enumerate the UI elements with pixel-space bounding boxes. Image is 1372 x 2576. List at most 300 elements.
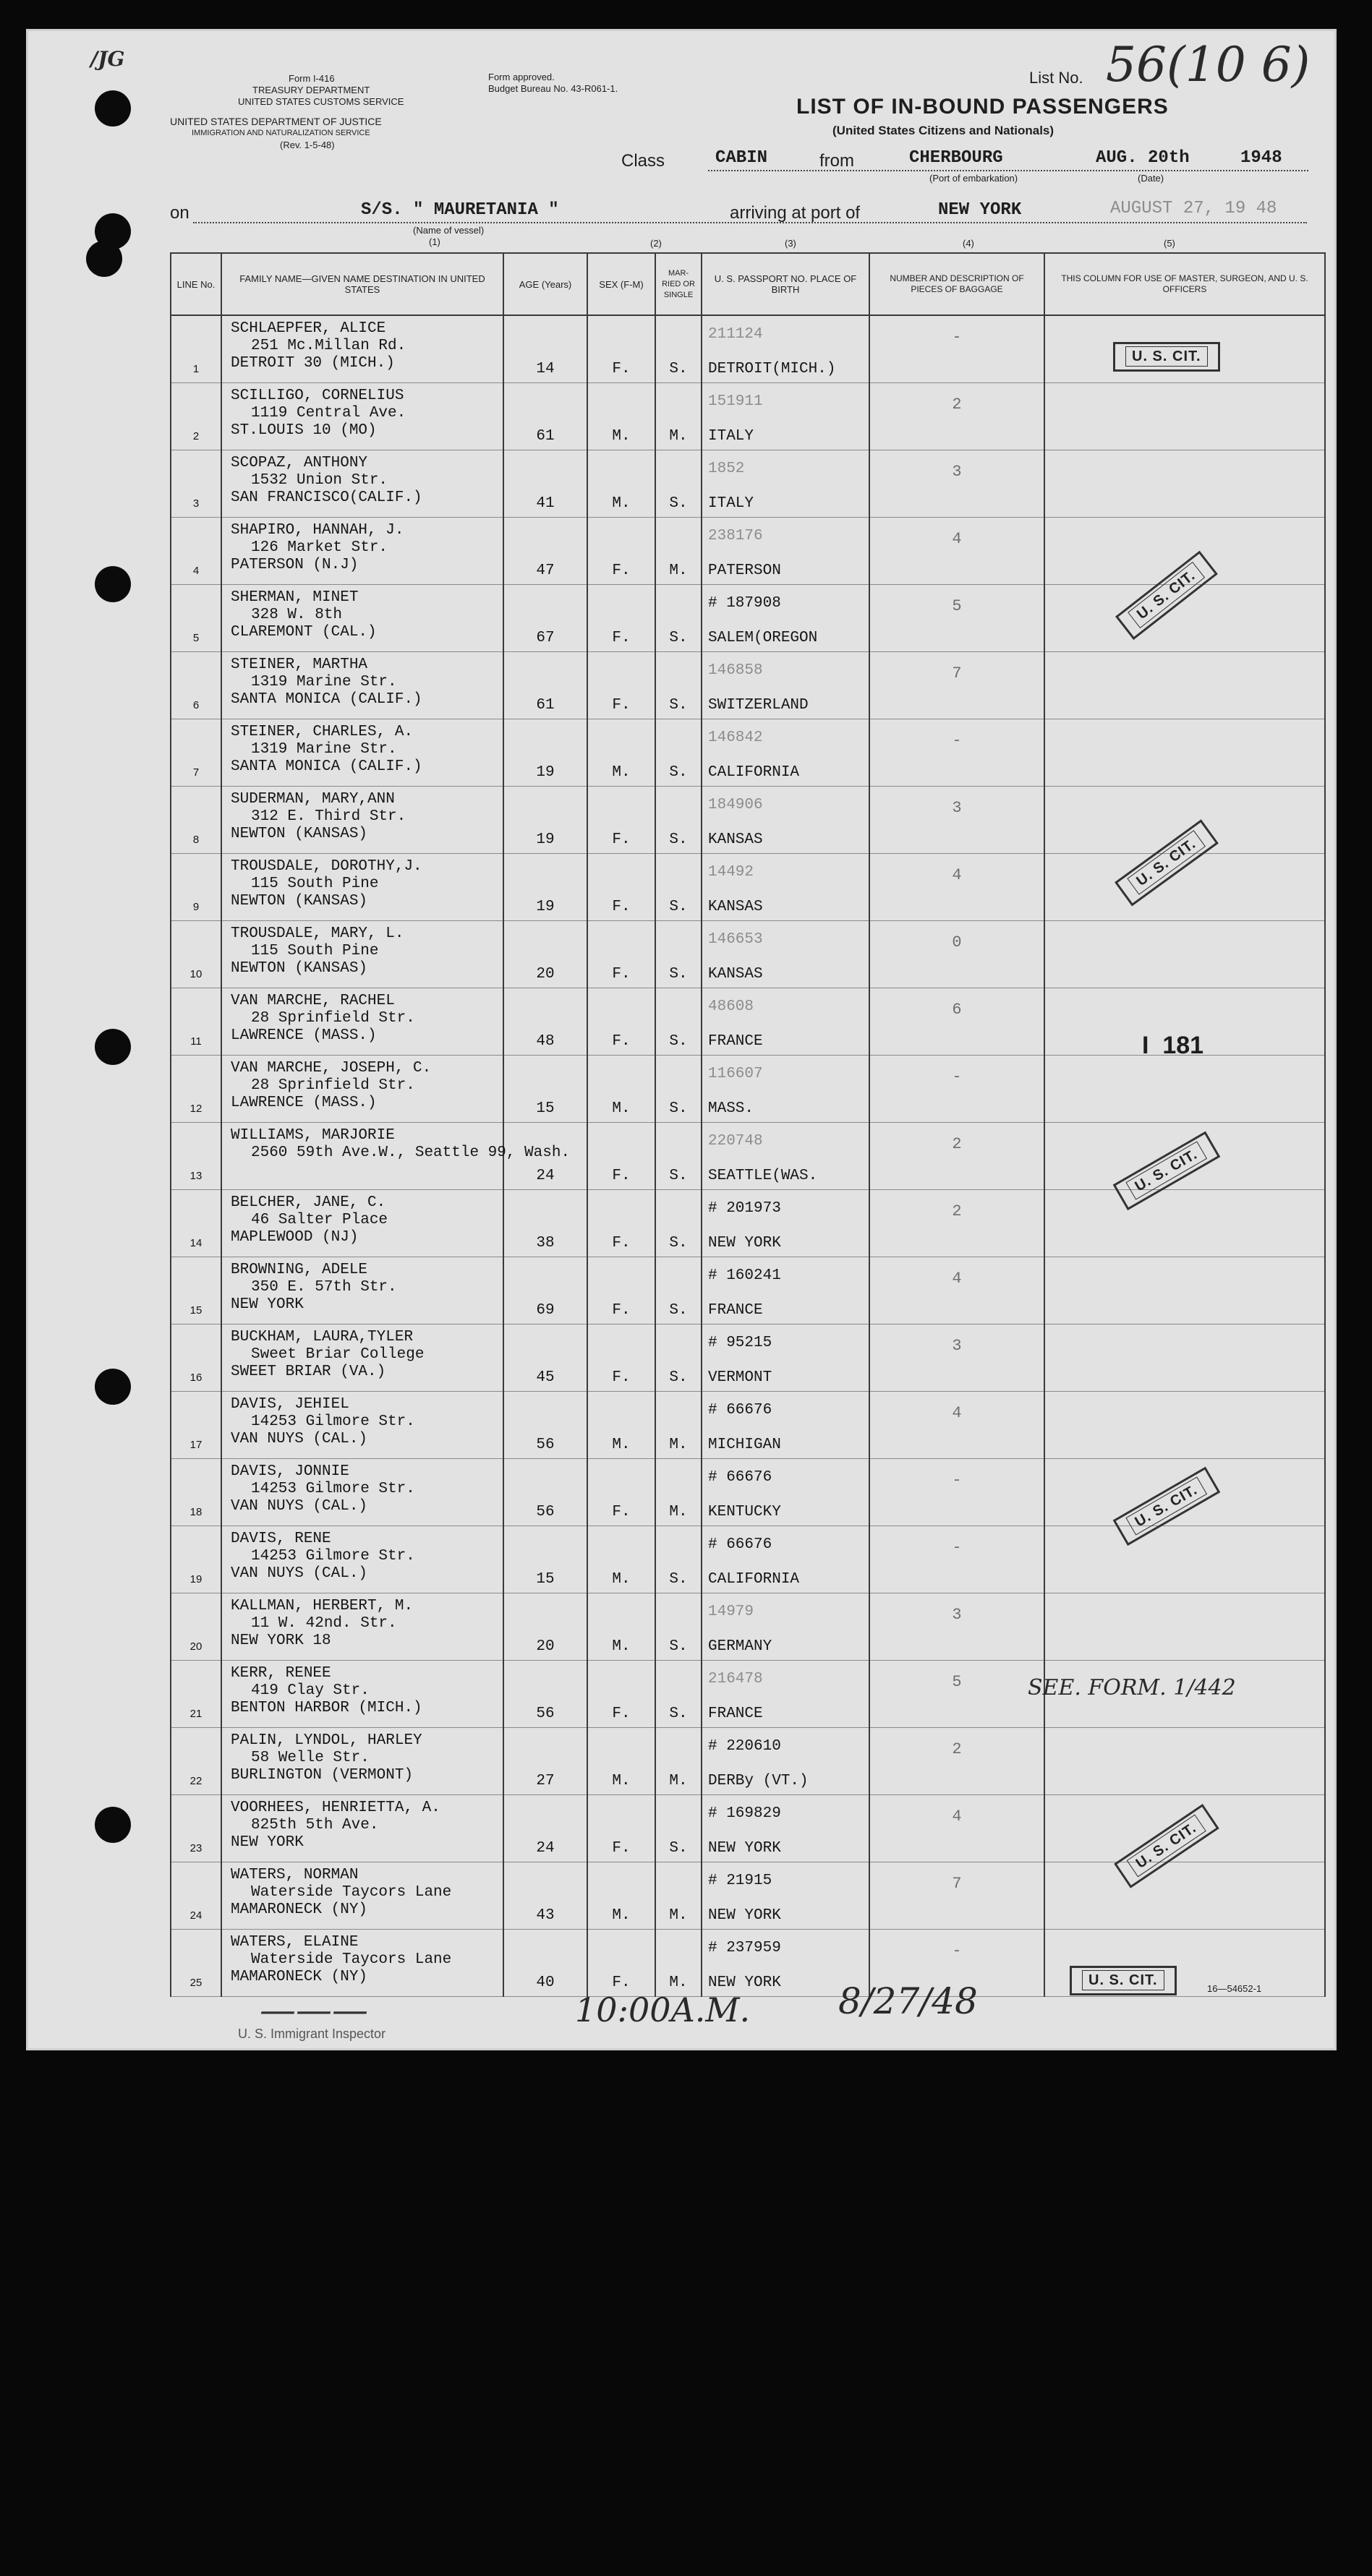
married-cell	[655, 1459, 702, 1526]
line-cell	[171, 1123, 221, 1190]
class-label: Class	[621, 151, 665, 171]
baggage-count: 3	[952, 799, 962, 817]
address-line-1: 419 Clay Str.	[251, 1682, 370, 1699]
place-of-birth: GERMANY	[708, 1638, 772, 1655]
baggage-count: 3	[952, 1337, 962, 1355]
sex: M.	[612, 764, 631, 781]
name-cell	[221, 719, 503, 787]
name-cell	[221, 1930, 503, 1997]
vessel-name: S/S. " MAURETANIA "	[361, 200, 559, 220]
address-line-2: BURLINGTON (VERMONT)	[231, 1767, 414, 1784]
line-cell	[171, 921, 221, 988]
baggage-cell	[869, 518, 1044, 585]
sex-cell	[587, 1392, 655, 1459]
line-cell	[171, 315, 221, 383]
passenger-name-block	[231, 1732, 422, 1784]
age-cell	[503, 450, 587, 518]
marital-status: S.	[669, 1571, 688, 1588]
age-cell	[503, 787, 587, 854]
age: 45	[536, 1369, 555, 1386]
address-line-1: 11 W. 42nd. Str.	[251, 1615, 397, 1632]
marital-status: S.	[669, 831, 688, 848]
passport-cell	[702, 921, 869, 988]
age: 20	[536, 966, 555, 983]
passport-number: 146653	[708, 931, 763, 948]
address-line-2: MAMARONECK (NY)	[231, 1969, 368, 1985]
place-of-birth: ITALY	[708, 428, 754, 445]
passport-cell	[702, 383, 869, 450]
vessel-rule	[193, 222, 1307, 223]
baggage-count: 2	[952, 1740, 962, 1758]
address-line-2: VAN NUYS (CAL.)	[231, 1498, 368, 1515]
col-num-baggage: (4)	[963, 238, 974, 249]
passport-cell	[702, 652, 869, 719]
officer-cell	[1044, 652, 1325, 719]
age-cell	[503, 1795, 587, 1862]
sex-cell	[587, 1930, 655, 1997]
married-cell	[655, 1257, 702, 1325]
address-line-1: Waterside Taycors Lane	[251, 1884, 452, 1901]
justice-dept: UNITED STATES DEPARTMENT OF JUSTICE	[170, 116, 382, 127]
passenger-name-block	[231, 1800, 440, 1852]
passenger-name: SCILLIGO, CORNELIUS	[231, 388, 404, 404]
passport-number: # 66676	[708, 1469, 772, 1486]
punch-hole	[95, 90, 131, 127]
address-line-2: SANTA MONICA (CALIF.)	[231, 758, 422, 775]
list-no-handwritten: 56(10 6)	[1106, 37, 1311, 93]
line-cell	[171, 450, 221, 518]
married-cell	[655, 1123, 702, 1190]
line-cell	[171, 988, 221, 1056]
form-number: Form I-416	[289, 73, 335, 84]
passenger-name: VOORHEES, HENRIETTA, A.	[231, 1800, 440, 1816]
officer-cell	[1044, 1392, 1325, 1459]
officer-cell	[1044, 1526, 1325, 1593]
married-cell	[655, 1862, 702, 1930]
baggage-cell	[869, 1795, 1044, 1862]
age-cell	[503, 1593, 587, 1661]
age-cell	[503, 652, 587, 719]
line-number: 21	[189, 1708, 203, 1720]
line-cell	[171, 585, 221, 652]
marital-status: S.	[669, 899, 688, 915]
inspector-signature: ———	[260, 1989, 368, 2031]
sex: M.	[612, 1571, 631, 1588]
address-line-1: 350 E. 57th Str.	[251, 1279, 397, 1296]
passport-number: # 220610	[708, 1738, 781, 1755]
marital-status: S.	[669, 361, 688, 377]
baggage-cell	[869, 787, 1044, 854]
punch-hole	[95, 1807, 131, 1843]
name-cell	[221, 1526, 503, 1593]
address-line-1: Sweet Briar College	[251, 1346, 425, 1363]
sex: M.	[612, 1638, 631, 1655]
address-line-2: LAWRENCE (MASS.)	[231, 1095, 377, 1111]
line-cell	[171, 1056, 221, 1123]
passport-cell	[702, 450, 869, 518]
baggage-count: -	[952, 1539, 962, 1557]
marital-status: S.	[669, 1235, 688, 1251]
married-cell	[655, 450, 702, 518]
sex: F.	[612, 1033, 631, 1050]
baggage-cell	[869, 652, 1044, 719]
officer-cell	[1044, 1862, 1325, 1930]
departure-year: 1948	[1240, 148, 1282, 168]
address-line-1: 115 South Pine	[251, 876, 379, 892]
passport-number: 48608	[708, 998, 754, 1015]
inspector-caption: U. S. Immigrant Inspector	[238, 2027, 386, 2041]
line-cell	[171, 383, 221, 450]
line-number: 3	[192, 497, 200, 510]
line-number: 1	[192, 363, 200, 375]
sex: F.	[612, 1302, 631, 1319]
inspection-time: 10:00A.M.	[575, 1990, 751, 2029]
name-cell	[221, 921, 503, 988]
from-label: from	[819, 151, 854, 171]
baggage-count: 4	[952, 1404, 962, 1422]
passport-number: 184906	[708, 797, 763, 813]
passenger-name-block	[231, 1463, 415, 1515]
see-form-note: SEE. FORM. 1/442	[1028, 1675, 1236, 1700]
budget-bureau: Budget Bureau No. 43-R061-1.	[488, 83, 618, 94]
address-line-1: 1532 Union Str.	[251, 472, 388, 489]
sex-cell	[587, 1593, 655, 1661]
marital-status: S.	[669, 1033, 688, 1050]
passport-number: 220748	[708, 1133, 763, 1150]
name-cell	[221, 1056, 503, 1123]
us-cit-text: U. S. CIT.	[1127, 1815, 1206, 1878]
marital-status: S.	[669, 1840, 688, 1857]
address-line-1: 14253 Gilmore Str.	[251, 1481, 415, 1497]
baggage-cell	[869, 1661, 1044, 1728]
sex: M.	[612, 1100, 631, 1117]
baggage-count: -	[952, 1942, 962, 1960]
name-cell	[221, 1862, 503, 1930]
officer-cell	[1044, 1257, 1325, 1325]
address-line-1: Waterside Taycors Lane	[251, 1951, 452, 1968]
passport-cell	[702, 1526, 869, 1593]
table-row	[171, 1257, 1325, 1325]
baggage-count: 4	[952, 1270, 962, 1288]
age: 43	[536, 1907, 555, 1924]
passport-cell	[702, 1392, 869, 1459]
passenger-name-block	[231, 1665, 422, 1717]
name-cell	[221, 1593, 503, 1661]
age-cell	[503, 383, 587, 450]
address-line-2: NEW YORK	[231, 1296, 304, 1313]
married-cell	[655, 988, 702, 1056]
age-cell	[503, 585, 587, 652]
col-baggage: NUMBER AND DESCRIPTION OF PIECES OF BAGGAGE	[869, 253, 1044, 315]
passenger-name-block	[231, 320, 406, 372]
passport-cell	[702, 787, 869, 854]
revision: (Rev. 1-5-48)	[280, 140, 335, 150]
passport-cell	[702, 1862, 869, 1930]
passenger-name-block	[231, 522, 404, 574]
baggage-count: 4	[952, 866, 962, 884]
passenger-name: BELCHER, JANE, C.	[231, 1194, 386, 1211]
name-cell	[221, 1190, 503, 1257]
place-of-birth: PATERSON	[708, 562, 781, 579]
customs-service: UNITED STATES CUSTOMS SERVICE	[238, 96, 404, 107]
baggage-cell	[869, 585, 1044, 652]
table-row	[171, 450, 1325, 518]
address-line-2: CLAREMONT (CAL.)	[231, 624, 377, 641]
officer-cell	[1044, 450, 1325, 518]
line-number: 23	[189, 1842, 203, 1854]
passenger-name-block	[231, 388, 406, 440]
age-cell	[503, 1459, 587, 1526]
col-line-no: LINE No.	[171, 253, 221, 315]
sex-cell	[587, 854, 655, 921]
place-of-birth: SALEM(OREGON	[708, 630, 818, 646]
us-cit-text: U. S. CIT.	[1127, 830, 1205, 894]
age: 38	[536, 1235, 555, 1251]
line-number: 6	[192, 699, 200, 711]
line-number: 9	[192, 901, 200, 913]
line-number: 11	[190, 1035, 202, 1048]
punch-hole	[95, 1029, 131, 1065]
passport-number: # 201973	[708, 1200, 781, 1217]
address-line-2: LAWRENCE (MASS.)	[231, 1027, 377, 1044]
passport-number: 116607	[708, 1066, 763, 1082]
sex: F.	[612, 630, 631, 646]
line-number: 5	[192, 632, 200, 644]
port-of-embarkation: CHERBOURG	[909, 148, 1003, 168]
sex-cell	[587, 719, 655, 787]
line-number: 16	[189, 1372, 203, 1384]
marital-status: M.	[669, 1437, 688, 1453]
line-number: 18	[189, 1506, 203, 1518]
place-of-birth: ITALY	[708, 495, 754, 512]
table-row	[171, 1593, 1325, 1661]
age: 20	[536, 1638, 555, 1655]
line-cell	[171, 1661, 221, 1728]
line-number: 25	[189, 1977, 203, 1989]
col-officers: THIS COLUMN FOR USE OF MASTER, SURGEON, AND U. S. OFFICERS	[1044, 253, 1325, 315]
table-row	[171, 1526, 1325, 1593]
passenger-name-block	[231, 1531, 415, 1583]
on-label: on	[170, 203, 189, 223]
passport-cell	[702, 1257, 869, 1325]
passenger-name-block	[231, 589, 377, 641]
form-approved: Form approved.	[488, 72, 555, 82]
passport-number: # 169829	[708, 1805, 781, 1822]
marital-status: M.	[669, 562, 688, 579]
officer-cell	[1044, 1190, 1325, 1257]
age-cell	[503, 1930, 587, 1997]
form-code: 16—54652-1	[1207, 1983, 1262, 1994]
line-cell	[171, 1257, 221, 1325]
passport-number: 14979	[708, 1604, 754, 1620]
address-line-1: 126 Market Str.	[251, 539, 388, 556]
married-cell	[655, 1392, 702, 1459]
married-cell	[655, 787, 702, 854]
name-cell	[221, 450, 503, 518]
married-cell	[655, 921, 702, 988]
baggage-cell	[869, 450, 1044, 518]
us-cit-stamp	[1070, 1966, 1177, 1995]
officer-cell	[1044, 383, 1325, 450]
form-subtitle: (United States Citizens and Nationals)	[832, 124, 1054, 137]
place-of-birth: VERMONT	[708, 1369, 772, 1386]
age: 56	[536, 1504, 555, 1520]
address-line-2: NEW YORK	[231, 1834, 304, 1851]
address-line-1: 1119 Central Ave.	[251, 405, 406, 422]
sex-cell	[587, 988, 655, 1056]
age-cell	[503, 1392, 587, 1459]
passenger-name-block	[231, 724, 422, 776]
officer-cell	[1044, 719, 1325, 787]
name-cell	[221, 1257, 503, 1325]
col-num-officers: (5)	[1164, 238, 1175, 249]
address-line-1: 2560 59th Ave.W., Seattle 99, Wash.	[251, 1144, 571, 1161]
line-cell	[171, 1526, 221, 1593]
marital-status: S.	[669, 764, 688, 781]
sex-cell	[587, 1190, 655, 1257]
table-row	[171, 719, 1325, 787]
sex-cell	[587, 450, 655, 518]
passport-cell	[702, 518, 869, 585]
sex: M.	[612, 495, 631, 512]
sex: F.	[612, 697, 631, 714]
age-cell	[503, 1123, 587, 1190]
passport-number: 146842	[708, 729, 763, 746]
name-cell	[221, 787, 503, 854]
sex-cell	[587, 315, 655, 383]
passport-number: # 21915	[708, 1873, 772, 1889]
marital-status: S.	[669, 495, 688, 512]
married-cell	[655, 383, 702, 450]
passenger-name-block	[231, 858, 422, 910]
name-cell	[221, 383, 503, 450]
married-cell	[655, 652, 702, 719]
col-married: MAR-RIED OR SINGLE	[655, 253, 702, 315]
age-cell	[503, 1257, 587, 1325]
name-cell	[221, 518, 503, 585]
baggage-count: 4	[952, 1807, 962, 1826]
passport-cell	[702, 988, 869, 1056]
sex: F.	[612, 1504, 631, 1520]
address-line-2: ST.LOUIS 10 (MO)	[231, 422, 377, 439]
baggage-cell	[869, 854, 1044, 921]
passenger-name: SCHLAEPFER, ALICE	[231, 320, 386, 337]
married-cell	[655, 1526, 702, 1593]
departure-date: AUG. 20th	[1096, 148, 1190, 168]
passenger-name-block	[231, 925, 404, 977]
line-number: 13	[189, 1170, 203, 1182]
address-line-2: NEW YORK 18	[231, 1633, 331, 1649]
port-embark-caption: (Port of embarkation)	[929, 173, 1018, 184]
passport-cell	[702, 1123, 869, 1190]
vessel-col-number: (1)	[429, 236, 440, 247]
address-line-2: MAMARONECK (NY)	[231, 1901, 368, 1918]
passport-cell	[702, 1728, 869, 1795]
passport-cell	[702, 315, 869, 383]
line-cell	[171, 1392, 221, 1459]
marital-status: M.	[669, 1504, 688, 1520]
number-181: 181	[1162, 1032, 1204, 1059]
baggage-count: -	[952, 1471, 962, 1489]
line-cell	[171, 1593, 221, 1661]
baggage-cell	[869, 1459, 1044, 1526]
passenger-name: DAVIS, JEHIEL	[231, 1396, 349, 1413]
name-cell	[221, 1728, 503, 1795]
sex-cell	[587, 1862, 655, 1930]
passenger-name: WATERS, NORMAN	[231, 1867, 359, 1883]
passenger-name-block	[231, 1262, 397, 1314]
passenger-name-block	[231, 1867, 451, 1919]
passenger-name: VAN MARCHE, RACHEL	[231, 993, 395, 1009]
passenger-name-block	[231, 1194, 388, 1246]
line-cell	[171, 1862, 221, 1930]
officer-cell	[1044, 1593, 1325, 1661]
marital-status: S.	[669, 1638, 688, 1655]
baggage-cell	[869, 921, 1044, 988]
col-age: AGE (Years)	[503, 253, 587, 315]
us-cit-text: U. S. CIT.	[1128, 562, 1205, 628]
passenger-name: WILLIAMS, MARJORIE	[231, 1127, 395, 1144]
age-cell	[503, 1862, 587, 1930]
place-of-birth: DERBy (VT.)	[708, 1773, 809, 1789]
line-cell	[171, 1795, 221, 1862]
passport-number: 238176	[708, 528, 763, 544]
name-cell	[221, 1795, 503, 1862]
passenger-name-block	[231, 1060, 431, 1112]
sex: F.	[612, 1369, 631, 1386]
passenger-name-block	[231, 1396, 415, 1448]
address-line-2: BENTON HARBOR (MICH.)	[231, 1700, 422, 1716]
table-header-row	[171, 253, 1325, 315]
baggage-cell	[869, 719, 1044, 787]
us-cit-text: U. S. CIT.	[1082, 1970, 1164, 1990]
address-line-2: PATERSON (N.J)	[231, 557, 359, 573]
age-cell	[503, 1661, 587, 1728]
baggage-cell	[869, 1325, 1044, 1392]
line-number: 19	[189, 1573, 203, 1586]
age: 40	[536, 1974, 555, 1991]
line-number: 10	[189, 968, 203, 980]
baggage-count: 3	[952, 463, 962, 481]
married-cell	[655, 1593, 702, 1661]
baggage-cell	[869, 1056, 1044, 1123]
arrival-port: NEW YORK	[938, 200, 1022, 220]
address-line-1: 312 E. Third Str.	[251, 808, 406, 825]
corner-mark: /JG	[90, 47, 125, 71]
list-no-label: List No.	[1029, 69, 1083, 87]
voyage-rule	[708, 170, 1308, 171]
baggage-count: 2	[952, 395, 962, 414]
baggage-cell	[869, 1190, 1044, 1257]
name-cell	[221, 652, 503, 719]
passport-cell	[702, 854, 869, 921]
sex-cell	[587, 652, 655, 719]
baggage-count: -	[952, 328, 962, 346]
address-line-1: 251 Mc.Millan Rd.	[251, 338, 406, 354]
passport-number: 146858	[708, 662, 763, 679]
age: 41	[536, 495, 555, 512]
baggage-count: 7	[952, 664, 962, 682]
sex: F.	[612, 1168, 631, 1184]
married-cell	[655, 1661, 702, 1728]
place-of-birth: NEW YORK	[708, 1235, 781, 1251]
officer-cell	[1044, 1325, 1325, 1392]
baggage-cell	[869, 315, 1044, 383]
us-cit-text: U. S. CIT.	[1125, 1142, 1206, 1200]
baggage-cell	[869, 1728, 1044, 1795]
sex-cell	[587, 1459, 655, 1526]
age: 24	[536, 1168, 555, 1184]
